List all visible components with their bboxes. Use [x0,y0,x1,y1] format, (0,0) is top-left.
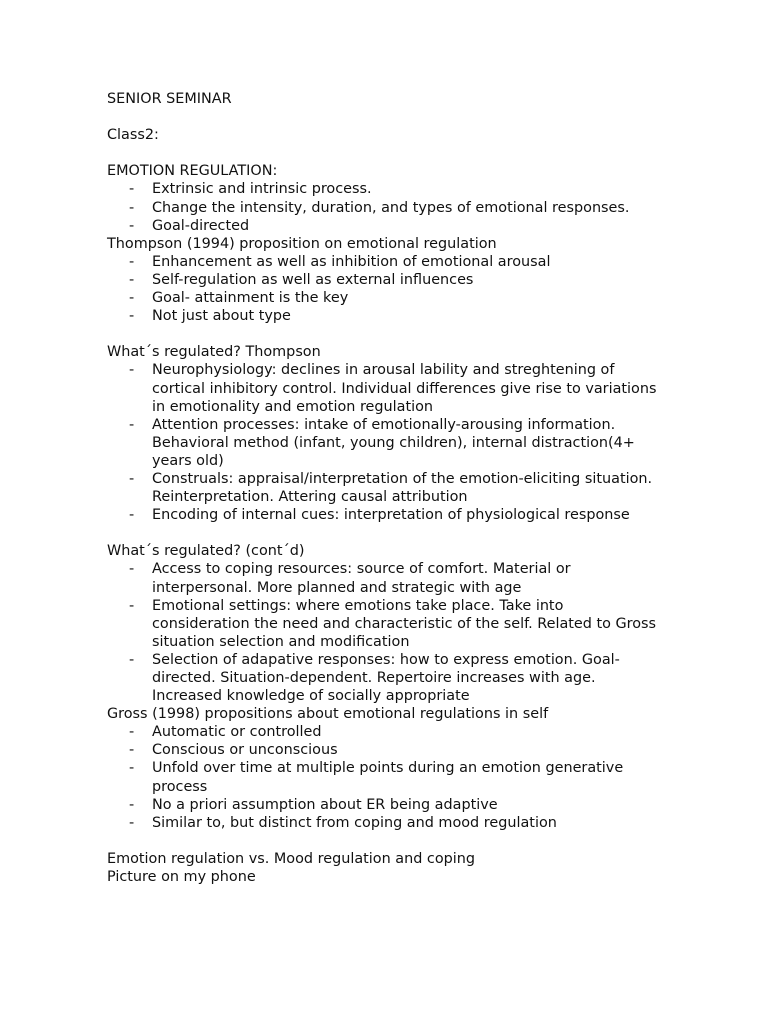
list-item [107,271,727,289]
bullet-list [107,253,727,325]
list-item [107,199,727,217]
document-title: SENIOR SEMINAR [107,91,232,107]
dash-marker: - [129,271,135,288]
list-item [107,723,727,741]
list-item [107,796,727,814]
dash-marker: - [129,597,135,614]
bullet-list [107,361,727,524]
section-heading: Thompson (1994) proposition on emotional regulation [107,235,497,252]
list-item-text: Construals: appraisal/interpretation of the emotion-eliciting situation. Reinterpretation. Attering causal attribution [152,470,653,506]
dash-marker: - [129,814,135,831]
dash-marker: - [129,796,135,813]
section-heading: Gross (1998) propositions about emotional regulations in self [107,706,549,723]
list-item-text: Emotional settings: where emotions take place. Take into consideration the need and characteristic of the self. Related to Gross situation selection and modification [152,597,657,650]
list-item [107,253,727,271]
list-item-text: Selection of adapative responses: how to express emotion. Goal-directed. Situation-dependent. Repertoire increases with age. Increased knowledge of socially appropriate [152,651,620,705]
section-heading: EMOTION REGULATION: [107,163,278,180]
list-item-text: Neurophysiology: declines in arousal lability and streghtening of cortical inhibitory control. Individual differences give rise to variations in emotionality and emotion regulation [152,362,657,415]
section-heading: What´s regulated? (cont´d) [107,543,305,560]
dash-marker: - [129,724,135,741]
footer-line: Emotion regulation vs. Mood regulation and coping [107,850,476,867]
dash-marker: - [129,507,135,524]
list-item-text: Change the intensity, duration, and types of emotional responses. [152,199,630,216]
dash-marker: - [129,217,135,234]
section-heading: What´s regulated? Thompson [107,344,321,361]
list-item [107,180,727,198]
list-item-text: Self-regulation as well as external influences [152,271,474,288]
dash-marker: - [129,308,135,325]
list-item-text: Encoding of internal cues: interpretation of physiological response [152,507,630,524]
list-item [107,289,727,307]
list-item-text: Goal-directed [152,217,250,234]
list-item-text: Conscious or unconscious [152,742,338,759]
spacer [107,832,727,850]
list-item-text: Unfold over time at multiple points during an emotion generative process [152,760,624,795]
list-item-text: Automatic or controlled [152,724,322,741]
document-page [107,90,727,886]
bullet-list [107,560,727,705]
footer-line: Picture on my phone [107,869,256,886]
dash-marker: - [129,199,135,216]
dash-marker: - [129,362,135,379]
list-item [107,741,727,759]
list-item [107,470,727,506]
list-item [107,759,727,795]
bullet-list [107,180,727,234]
dash-marker: - [129,651,135,668]
list-item [107,416,727,470]
list-item [107,560,727,596]
dash-marker: - [129,290,135,307]
class-label: Class2: [107,127,159,144]
list-item [107,307,727,325]
list-item-text: Access to coping resources: source of comfort. Material or interpersonal. More planned and strategic with age [152,561,571,596]
list-item-text: Goal- attainment is the key [152,290,349,307]
dash-marker: - [129,742,135,759]
dash-marker: - [129,561,135,578]
dash-marker: - [129,416,135,433]
spacer [107,524,727,542]
list-item [107,361,727,415]
list-item-text: Extrinsic and intrinsic process. [152,181,372,198]
spacer [107,325,727,343]
list-item [107,651,727,705]
list-item-text: Enhancement as well as inhibition of emotional arousal [152,253,551,270]
dash-marker: - [129,253,135,270]
list-item-text: Similar to, but distinct from coping and mood regulation [152,814,557,831]
bullet-list [107,723,727,832]
list-item-text: Not just about type [152,308,291,325]
list-item [107,814,727,832]
list-item-text: Attention processes: intake of emotionally-arousing information. Behavioral method (infant, young children), internal distraction(4+ years old) [152,416,635,469]
spacer [107,144,727,162]
list-item [107,506,727,524]
dash-marker: - [129,470,135,487]
list-item-text: No a priori assumption about ER being adaptive [152,796,498,813]
dash-marker: - [129,181,135,198]
spacer [107,108,727,126]
list-item [107,597,727,651]
list-item [107,217,727,235]
dash-marker: - [129,760,135,777]
